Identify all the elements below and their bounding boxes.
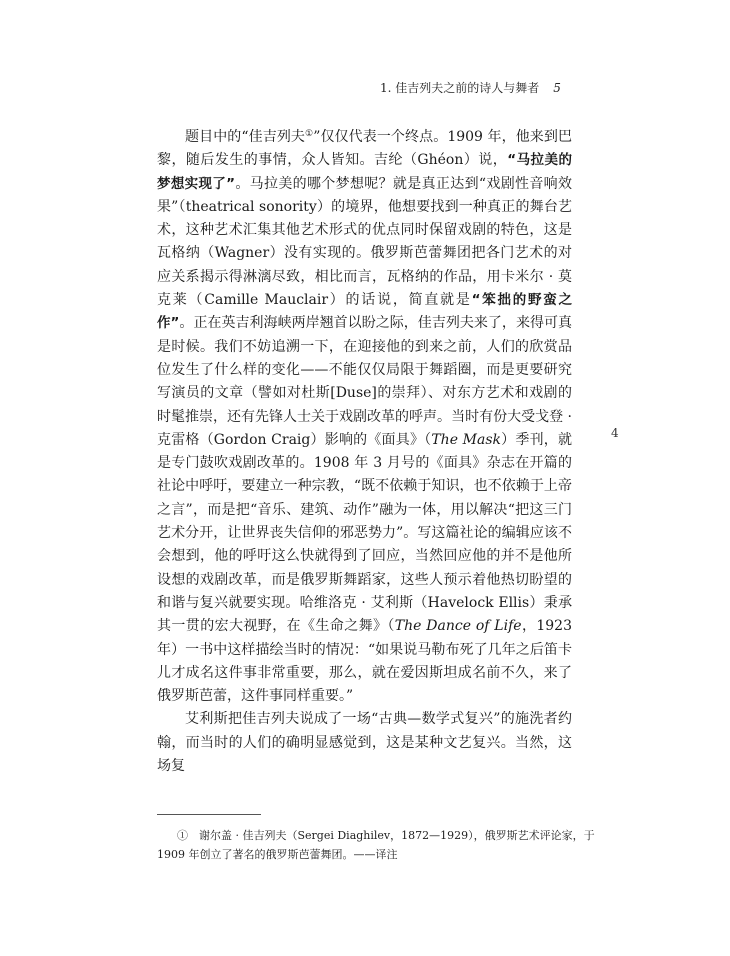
chapter-title: 1. 佳吉列夫之前的诗人与舞者	[380, 81, 540, 95]
paragraph-1	[157, 126, 572, 708]
bold-quote: “马拉美的梦想实现了”	[157, 152, 572, 192]
text-run: 。正在英吉利海峡两岸翘首以盼之际，佳吉列夫来了，来得可真是时候。我们不妨追溯一下，在迎接他的到来之前，人们的欣赏品位发生了什么样的变化——不能仅仅局限于舞蹈圈，而是更要研究写演员的文章（譬如对杜斯[Duse]的崇拜）、对东方艺术和戏剧的时髦推崇，还有先锋人士关于戏剧改革的呼声。当时有份大受戈登 · 克雷格（Gordon Craig）影响的《面具》（	[157, 315, 573, 448]
paragraph-2: 艾利斯把佳吉列夫说成了一场“古典—数学式复兴”的施洗者约翰，而当时的人们的确明显感觉到，这是某种文艺复兴。当然，这场复	[157, 711, 572, 775]
original-page-number: 4	[611, 426, 619, 440]
footnote-line: 1909 年创立了著名的俄罗斯芭蕾舞团。——译注	[157, 848, 398, 861]
page-number: 5	[553, 81, 561, 95]
text-run: ）季刊，就是专门鼓吹戏剧改革的。1908 年 3 月号的《面具》杂志在开篇的社论中呼吁，要建立一种宗教，“既不依赖于知识，也不依赖于上帝之言”，而是把“音乐、建筑、动作”融为一体，用以解决“把这三门艺术分开，让世界丧失信仰的邪恶势力”。写这篇社论的编辑应该不会想到，他的呼吁这么快就得到了回应，当然回应他的并不是他所设想的戏剧改革，而是俄罗斯舞蹈家，这些人预示着他热切盼望的和谐与复兴就要实现。哈维洛克 · 艾利斯（Havelock Ellis）秉承其一贯的宏大视野，在《生命之舞》（	[157, 431, 572, 635]
footnote	[157, 826, 595, 864]
italic-title: The Mask	[431, 431, 501, 448]
body-text	[157, 126, 572, 778]
text-run: 题目中的“佳吉列夫	[185, 129, 306, 145]
italic-title: The Dance of Life	[394, 618, 522, 635]
running-head	[380, 79, 580, 97]
bold-quote: “笨拙的野蛮之作”	[157, 292, 572, 332]
text-run: ，1923 年）一书中这样描绘当时的情况：“如果说马勒布死了几年之后笛卡儿才成名这件事非常重要，那么，就在爱因斯坦成名前不久，来了俄罗斯芭蕾，这件事同样重要。”	[157, 618, 572, 705]
text-run: ”仅仅代表一个终点。1909 年，他来到巴黎，随后发生的事情，众人皆知。吉纶（Ghéon）说，	[157, 129, 572, 169]
footnote-marker: ①	[305, 129, 314, 139]
text-run: 。马拉美的哪个梦想呢？就是真正达到“戏剧性音响效果”（theatrical sonority）的境界，他想要找到一种真正的舞台艺术，这种艺术汇集其他艺术形式的优点同时保留戏剧的特色，这是瓦格纳（Wagner）没有实现的。俄罗斯芭蕾舞团把各门艺术的对应关系揭示得淋漓尽致，相比而言，瓦格纳的作品，用卡米尔 · 莫克莱（Camille Mauclair）的话说，简直就是	[157, 175, 573, 309]
footnote-divider	[157, 814, 261, 815]
footnote-line: ① 谢尔盖 · 佳吉列夫（Sergei Diaghilev，1872—1929），俄罗斯艺术评论家，于	[177, 829, 595, 842]
